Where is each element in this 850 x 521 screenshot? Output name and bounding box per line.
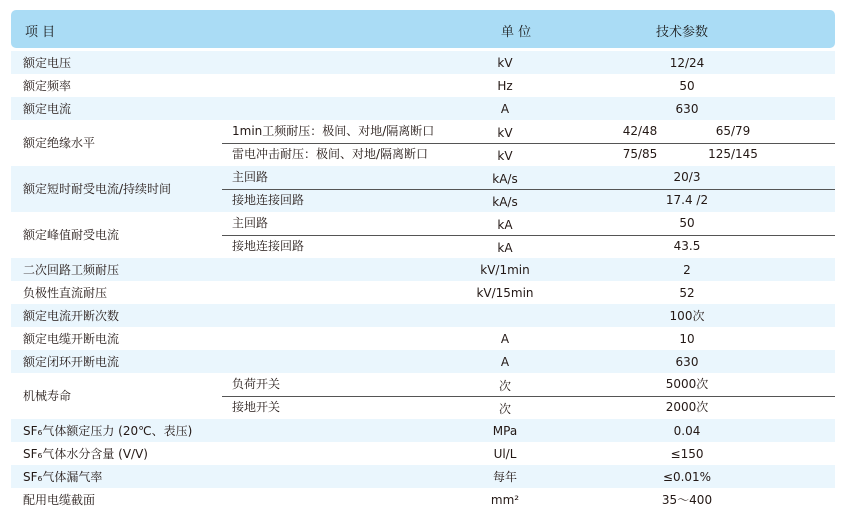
row-unit: kV/15min [476,285,534,300]
row-name: 负极性直流耐压 [23,285,108,300]
table-header [11,10,835,48]
row-unit: Hz [497,78,513,93]
row-value: 100次 [669,308,705,323]
row-value-a: 42/48 [622,124,658,138]
row-value: 35～400 [661,492,713,507]
row-sub-label: 雷电冲击耐压：极间、对地/隔离断口 [232,147,429,161]
row-value: ≤0.01% [662,469,712,484]
row-unit: Ul/L [493,446,517,461]
row-value: 2000次 [665,400,709,414]
row-name: 额定频率 [23,78,72,93]
row-unit: kA [497,218,513,232]
row-value: 0.04 [673,423,701,438]
row-divider [222,235,835,236]
row-unit: 次 [498,379,511,393]
row-unit: A [500,101,510,116]
row-unit: kV/1min [480,262,530,277]
header-unit: 单 位 [501,25,532,40]
row-name: 额定电缆开断电流 [23,331,120,346]
row-name: 二次回路工频耐压 [23,262,120,277]
row-name: 额定绝缘水平 [23,136,96,150]
row-unit: kA/s [492,172,518,186]
row-name: 机械寿命 [23,389,72,403]
row-unit: A [500,354,510,369]
row-value: ≤150 [670,446,704,461]
row-divider [222,396,835,397]
row-value: 52 [679,285,695,300]
row-sub-label: 负荷开关 [232,377,281,391]
row-value: 10 [679,331,695,346]
row-value: 630 [675,354,699,369]
row-sub-label: 接地连接回路 [232,193,305,207]
row-value-b: 125/145 [708,147,758,161]
row-name: 额定峰值耐受电流 [23,228,120,242]
row-value: 50 [679,216,695,230]
row-sub-label: 主回路 [232,216,269,230]
row-value: 630 [675,101,699,116]
row-unit: kV [497,55,513,70]
row-value: 2 [683,262,691,277]
row-value: 43.5 [673,239,701,253]
row-name: 配用电缆截面 [23,492,96,507]
row-sub-label: 接地开关 [232,400,281,414]
row-value-a: 75/85 [622,147,658,161]
row-sub-label: 1min工频耐压：极间、对地/隔离断口 [232,124,435,138]
row-unit: 次 [498,402,511,416]
row-unit: MPa [492,423,518,438]
row-sub-label: 接地连接回路 [232,239,305,253]
row-value: 5000次 [665,377,709,391]
row-name: 额定电流开断次数 [23,308,120,323]
row-name: SF₆气体漏气率 [23,469,103,484]
row-name: 额定电流 [23,101,72,116]
row-divider [222,143,835,144]
row-value: 12/24 [669,55,705,70]
header-item: 项 目 [25,25,56,40]
row-name: 额定短时耐受电流/持续时间 [23,182,172,196]
row-name: SF₆气体水分含量 (V/V) [23,446,148,461]
row-name: 额定电压 [23,55,72,70]
row-name: SF₆气体额定压力 (20℃、表压) [23,423,193,438]
row-unit: mm² [490,492,520,507]
row-sub-label: 主回路 [232,170,269,184]
row-value: 50 [679,78,695,93]
row-name: 额定闭环开断电流 [23,354,120,369]
row-unit: kV [497,126,513,140]
row-unit: kA [497,241,513,255]
row-value: 20/3 [673,170,701,184]
row-unit: kA/s [492,195,518,209]
header-param: 技术参数 [656,25,709,40]
row-unit: 每年 [492,469,517,484]
row-unit: A [500,331,510,346]
row-divider [222,189,835,190]
row-value-b: 65/79 [715,124,751,138]
row-value: 17.4 /2 [665,193,709,207]
row-unit: kV [497,149,513,163]
